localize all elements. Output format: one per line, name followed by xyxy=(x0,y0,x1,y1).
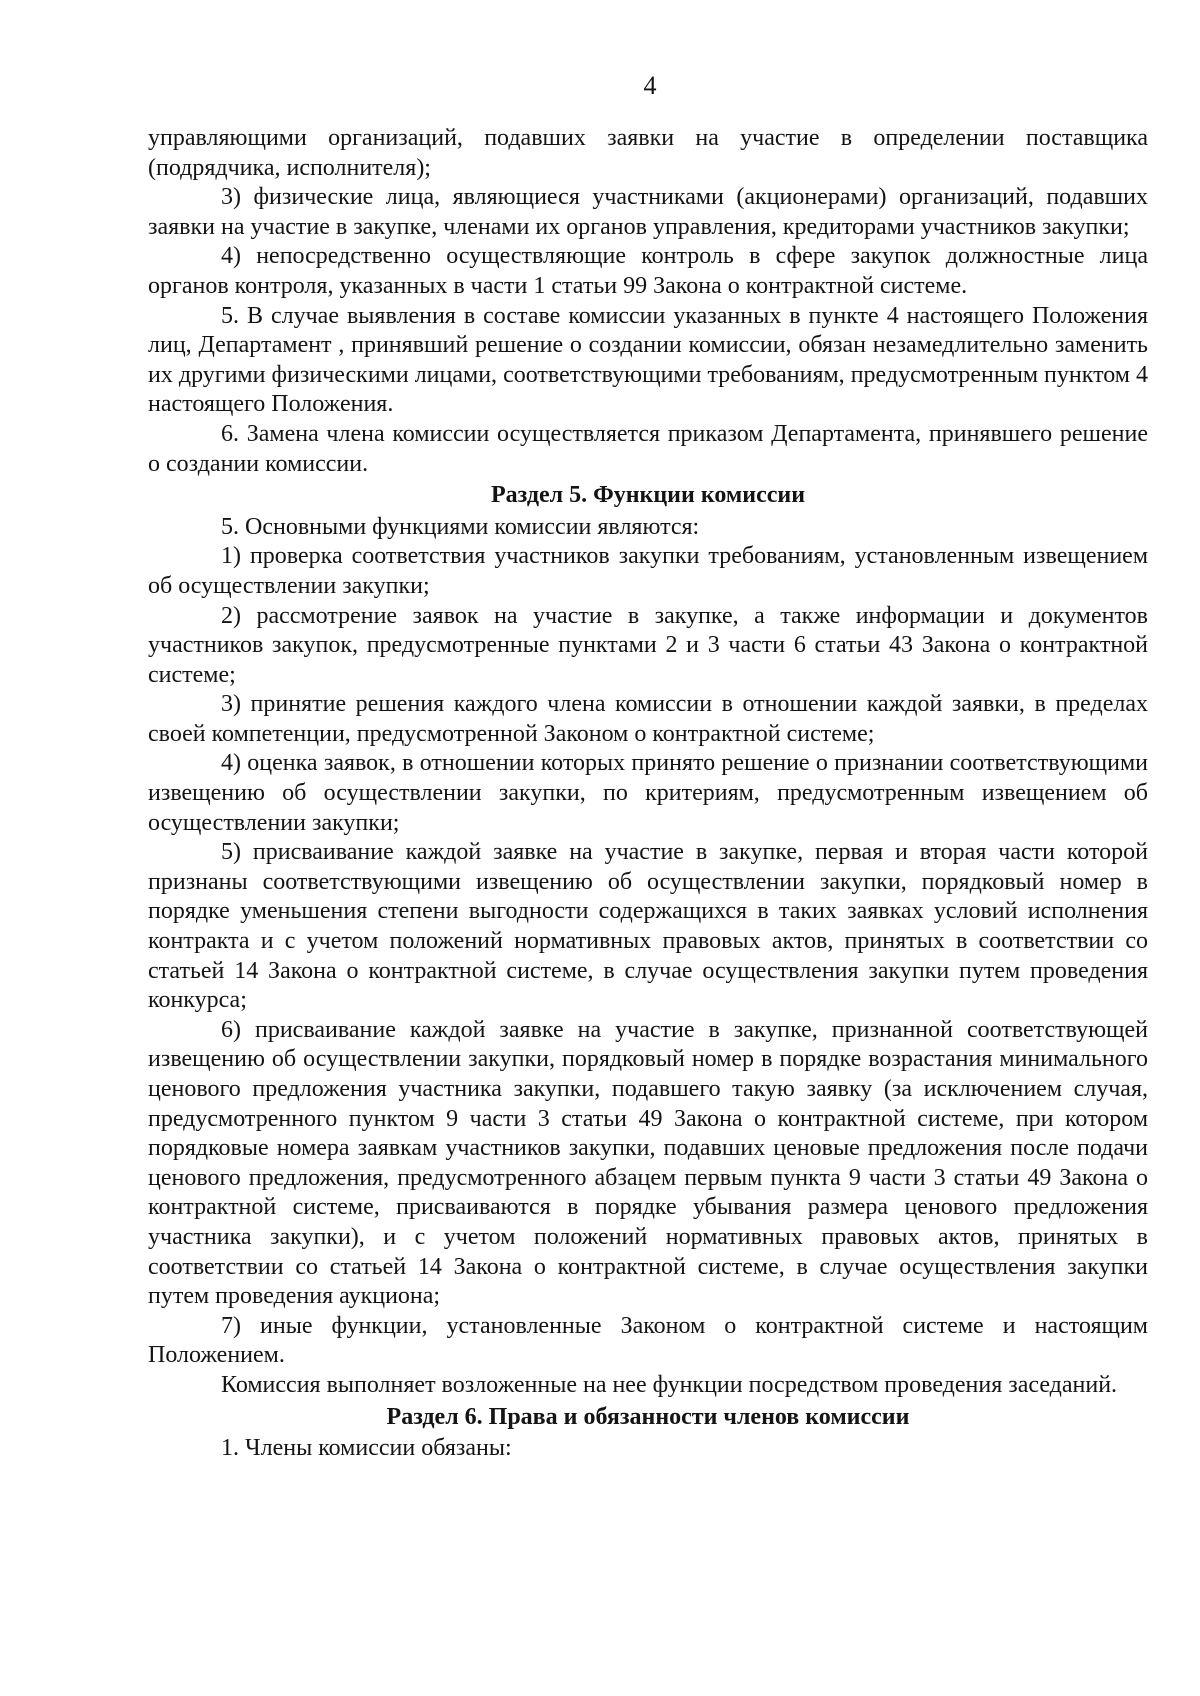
paragraph: 6) присваивание каждой заявке на участие в закупке, признанной соответствующей извещению об осуществлении закупки, порядковый номер в порядке возрастания минимального ценового предложения участника закупки, подавшего такую заявку (за исключением случая, предусмотренного пунктом 9 части 3 статьи 49 Закона о контрактной системе, при котором порядковые номера заявкам участников закупки, подавших ценовые предложения после подачи ценового предложения, предусмотренного абзацем первым пункта 9 части 3 статьи 49 Закона о контрактной системе, присваиваются в порядке убывания размера ценового предложения участника закупки), и с учетом положений нормативных правовых актов, принятых в соответствии со статьей 14 Закона о контрактной системе, в случае осуществления закупки путем проведения аукциона; xyxy=(148,1016,1148,1310)
section-heading: Раздел 6. Права и обязанности членов комиссии xyxy=(386,1403,910,1430)
page-number: 4 xyxy=(643,71,657,100)
paragraph: 3) принятие решения каждого члена комиссии в отношении каждой заявки, в пределах своей компетенции, предусмотренной Законом о контрактной системе; xyxy=(148,691,1148,747)
paragraph: 3) физические лица, являющиеся участниками (акционерами) организаций, подавших заявки на участие в закупке, членами их органов управления, кредиторами участников закупки; xyxy=(148,184,1148,240)
paragraph-continuation: управляющими организаций, подавших заявки на участие в определении поставщика (подрядчика, исполнителя); xyxy=(148,125,1148,181)
paragraph: 5. Основными функциями комиссии являются: xyxy=(221,513,700,540)
paragraph: 7) иные функции, установленные Законом о контрактной системе и настоящим Положением. xyxy=(148,1312,1148,1369)
paragraph: 6. Замена члена комиссии осуществляется приказом Департамента, принявшего решение о создании комиссии. xyxy=(148,420,1148,477)
paragraph: 1. Члены комиссии обязаны: xyxy=(221,1435,512,1462)
paragraph: Комиссия выполняет возложенные на нее функции посредством проведения заседаний. xyxy=(221,1371,1118,1398)
document-body xyxy=(148,124,1148,1464)
paragraph: 1) проверка соответствия участников закупки требованиям, установленным извещением об осуществлении закупки; xyxy=(148,543,1148,599)
paragraph: 5. В случае выявления в составе комиссии указанных в пункте 4 настоящего Положения лиц, Департамент , принявший решение о создании комиссии, обязан незамедлительно заменить их другими физическими лицами, соответствующими требованиям, предусмотренным пунктом 4 настоящего Положения. xyxy=(148,302,1148,418)
paragraph: 4) оценка заявок, в отношении которых принято решение о признании соответствующими извещению об осуществлении закупки, по критериям, предусмотренным извещением об осуществлении закупки; xyxy=(148,750,1148,836)
paragraph: 5) присваивание каждой заявке на участие в закупке, первая и вторая части которой признаны соответствующими извещению об осуществлении закупки, порядковый номер в порядке уменьшения степени выгодности содержащихся в таких заявках условий исполнения контракта и с учетом положений нормативных правовых актов, принятых в соответствии со статьей 14 Закона о контрактной системе, в случае осуществления закупки путем проведения конкурса; xyxy=(148,839,1148,1014)
paragraph: 2) рассмотрение заявок на участие в закупке, а также информации и документов участников закупок, предусмотренные пунктами 2 и 3 части 6 статьи 43 Закона о контрактной системе; xyxy=(148,602,1148,688)
section-heading: Раздел 5. Функции комиссии xyxy=(490,482,806,509)
paragraph: 4) непосредственно осуществляющие контроль в сфере закупок должностные лица органов контроля, указанных в части 1 статьи 99 Закона о контрактной системе. xyxy=(148,243,1148,299)
